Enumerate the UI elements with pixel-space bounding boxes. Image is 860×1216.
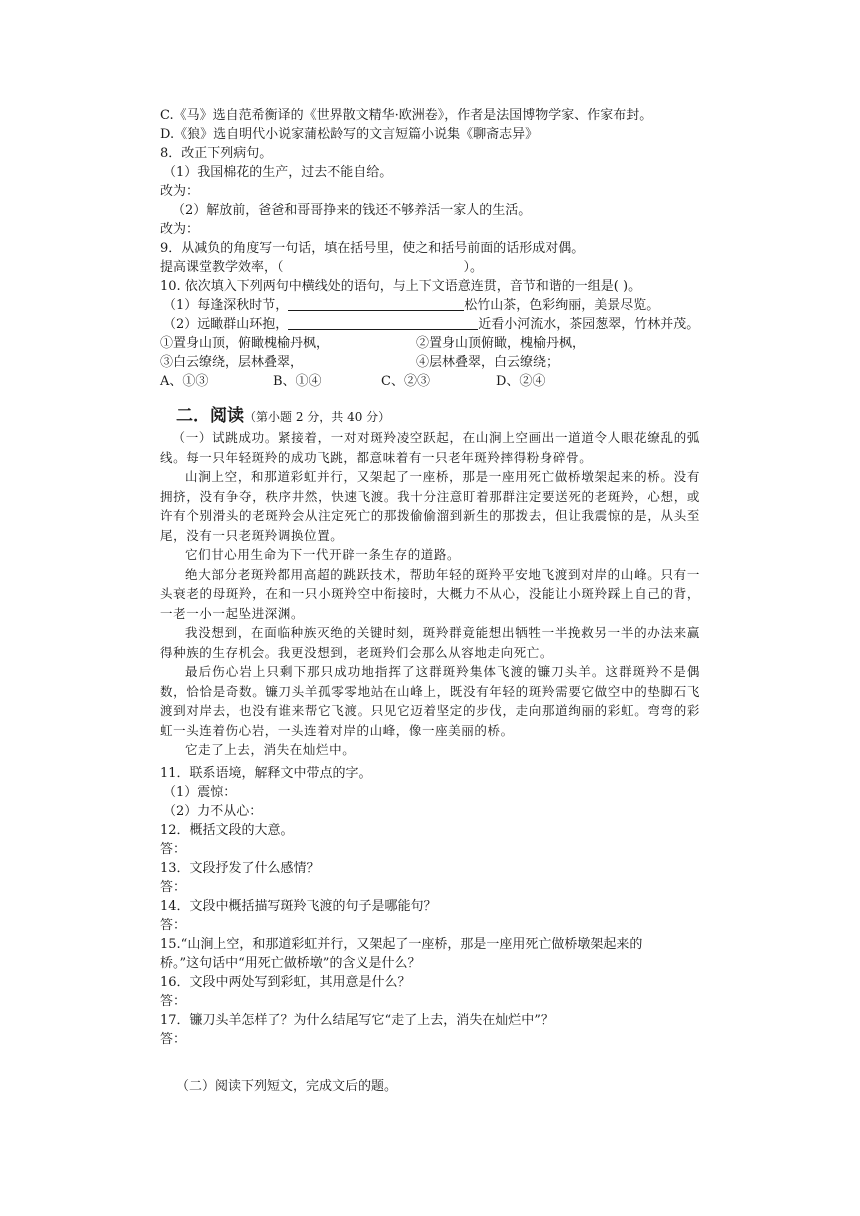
passage-paragraph: 山涧上空，和那道彩虹并行，又架起了一座桥，那是一座用死亡做桥墩架起来的桥。没有拥挤，没有争夺，秩序井然，快速飞渡。我十分注意盯着那群注定要送死的老斑羚，心想，或许有个别滑头的老斑羚会从注定死亡的那拨偷偷溜到新生的那拨去，但让我震惊的是，从头至尾，没有一只老斑羚调换位置。 — [160, 469, 700, 543]
question-15-line-1: 15.“山涧上空，和那道彩虹并行，又架起了一座桥，那是一座用死亡做桥墩架起来的 — [160, 937, 643, 952]
question-10-item-1-start: （1）每逢深秋时节， — [163, 298, 289, 313]
passage-2-intro: （二）阅读下列短文，完成文后的题。 — [176, 1079, 398, 1094]
blank-line-2 — [288, 315, 478, 330]
question-12: 12．概括文段的大意。 — [160, 823, 294, 838]
passage-paragraph: 最后伤心岩上只剩下那只成功地指挥了这群斑羚集体飞渡的镰刀头羊。这群斑羚不是偶数，恰恰是奇数。镰刀头羊孤零零地站在山峰上，既没有年轻的斑羚需要它做空中的垫脚石飞渡到对岸去，也没有谁来帮它飞渡。只见它迈着坚定的步伐，走向那道绚丽的彩虹。弯弯的彩虹一头连着伤心岩，一头连着对岸的山峰，像一座美丽的桥。 — [160, 664, 700, 738]
answer-c: C、②③ — [381, 374, 430, 389]
question-16: 16．文段中两处写到彩虹，其用意是什么？ — [160, 975, 411, 990]
section-2-heading — [176, 404, 390, 429]
question-9-fill-end: ）。 — [463, 260, 484, 275]
question-11-item-1: （1）震惊： — [163, 785, 237, 800]
option-c-text: C.《马》选自范希衡译的《世界散文精华·欧洲卷》，作者是法国博物学家、作家布封。 — [160, 108, 653, 123]
passage-paragraph: 它们甘心用生命为下一代开辟一条生存的道路。 — [185, 547, 461, 562]
passage-paragraph: （一）试跳成功。紧接着，一对对斑羚凌空跃起，在山涧上空画出一道道令人眼花缭乱的弧线。每一只年轻斑羚的成功飞跳，都意味着有一只老年斑羚摔得粉身碎骨。 — [160, 430, 700, 465]
question-9-fill-line — [160, 258, 483, 277]
passage-paragraph: 绝大部分老斑羚都用高超的跳跃技术，帮助年轻的斑羚平安地飞渡到对岸的山峰。只有一头衰老的母斑羚，在和一只小斑羚空中衔接时，大概力不从心，没能让小斑羚踩上自己的背，一老一小一起坠进深渊。 — [160, 566, 700, 621]
option-d-text: D.《狼》选自明代小说家蒲松龄写的文言短篇小说集《聊斋志异》 — [160, 127, 539, 142]
choice-4: ④层林叠翠，白云缭绕； — [416, 355, 560, 370]
section-2-title: 二．阅读 — [176, 406, 244, 426]
choice-1: ①置身山顶，俯瞰槐榆丹枫， — [160, 336, 330, 351]
answer-b: B、①④ — [273, 374, 322, 389]
choice-2: ②置身山顶俯瞰，槐榆丹枫， — [416, 336, 586, 351]
question-10-item-2 — [163, 315, 699, 334]
question-11-item-2: （2）力不从心： — [163, 804, 263, 819]
section-2-note: （第小题 2 分，共 40 分） — [244, 410, 391, 424]
passage-paragraph: 它走了上去，消失在灿烂中。 — [185, 742, 356, 757]
question-10-item-2-end: 近看小河流水，茶园葱翠，竹林并茂。 — [478, 317, 700, 332]
choice-3: ③白云缭绕，层林叠翠， — [160, 355, 304, 370]
question-10-item-1-end: 松竹山茶，色彩绚丽，美景尽览。 — [464, 298, 660, 313]
question-8-item-2: （2）解放前，爸爸和哥哥挣来的钱还不够养活一家人的生活。 — [172, 203, 532, 218]
change-to-label-2: 改为： — [160, 222, 200, 237]
answer-label-17: 答： — [160, 1032, 187, 1047]
question-17: 17．镰刀头羊怎样了？为什么结尾写它“走了上去，消失在灿烂中”？ — [160, 1013, 554, 1028]
question-11: 11．联系语境，解释文中带点的字。 — [160, 766, 372, 781]
answer-label-13: 答： — [160, 880, 187, 895]
question-10: 10. 依次填入下列两句中横线处的语句，与上下文语意连贯，音节和谐的一组是( )。 — [160, 279, 642, 294]
passage-paragraph: 我没想到，在面临种族灭绝的关键时刻，斑羚群竟能想出牺牲一半挽救另一半的办法来赢得种族的生存机会。我更没想到，老斑羚们会那么从容地走向死亡。 — [160, 625, 700, 660]
question-15-line-2: 桥。”这句话中“用死亡做桥墩”的含义是什么？ — [160, 956, 421, 971]
blank-line-1 — [288, 296, 464, 311]
question-14: 14．文段中概括描写斑羚飞渡的句子是哪能句？ — [160, 899, 437, 914]
answer-label-12: 答： — [160, 842, 187, 857]
question-9-fill-start: 提高课堂教学效率，（ — [160, 260, 284, 275]
question-13: 13．文段抒发了什么感情？ — [160, 861, 320, 876]
question-8: 8．改正下列病句。 — [160, 146, 273, 161]
change-to-label-1: 改为： — [160, 184, 200, 199]
question-9: 9．从减负的角度写一句话，填在括号里，使之和括号前面的话形成对偶。 — [160, 241, 585, 256]
answer-label-14: 答： — [160, 918, 187, 933]
answer-a: A、①③ — [160, 374, 209, 389]
answer-d: D、②④ — [496, 374, 546, 389]
answer-label-16: 答： — [160, 994, 187, 1009]
question-8-item-1: （1）我国棉花的生产，过去不能自给。 — [163, 165, 393, 180]
question-10-item-2-start: （2）远瞰群山环抱， — [163, 317, 289, 332]
reading-passage-1 — [160, 428, 700, 760]
question-10-item-1 — [163, 296, 659, 315]
